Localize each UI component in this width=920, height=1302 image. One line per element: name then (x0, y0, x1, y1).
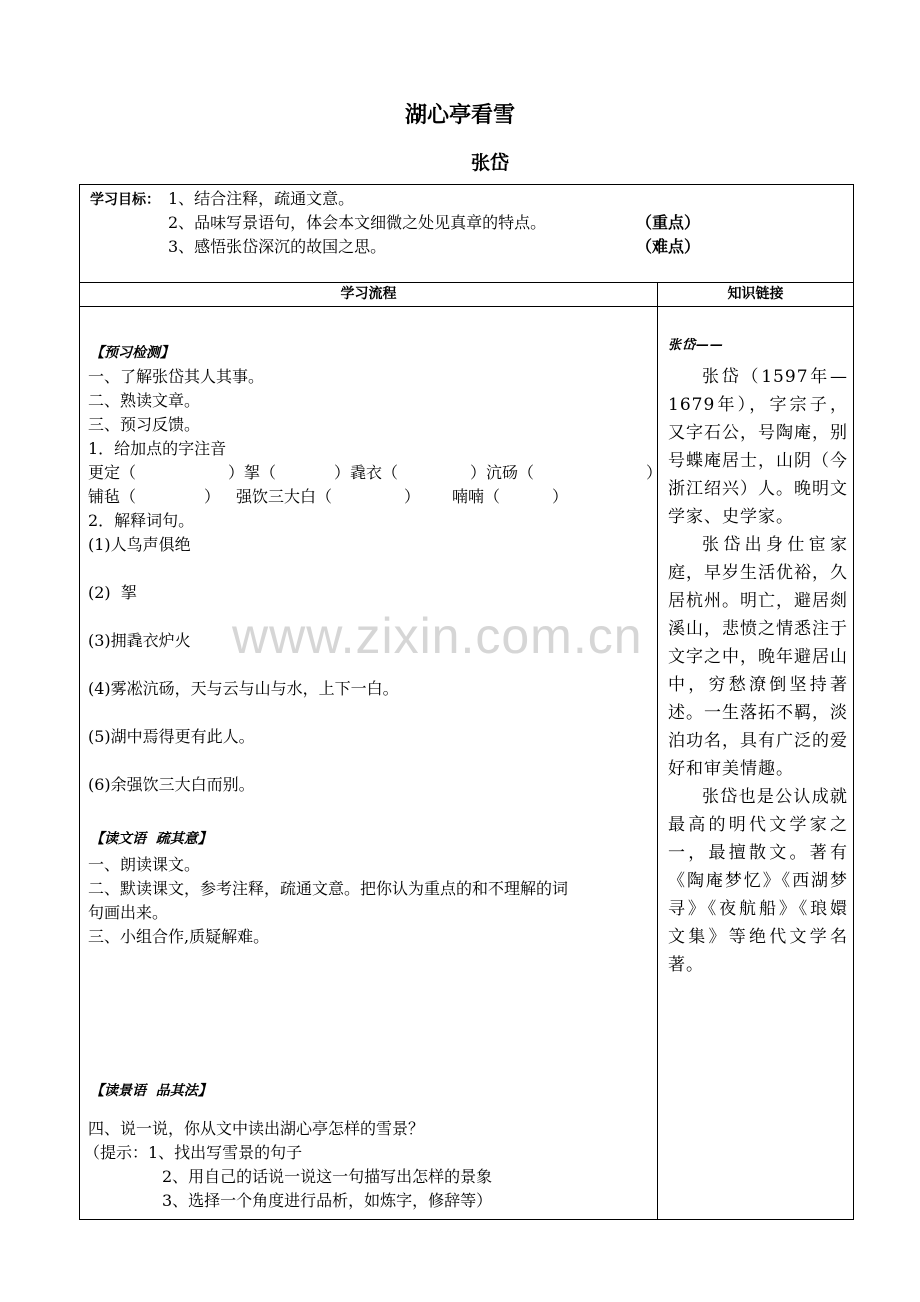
phrase-item: (6)余强饮三大白而别。 (88, 775, 255, 794)
pinyin-item: ）沆砀（ (470, 463, 535, 482)
goal-tag-hard: （难点） (636, 237, 701, 256)
pinyin-item: 铺毡（ (88, 487, 137, 506)
hint-item: 3、选择一个角度进行品析，如炼字，修辞等） (162, 1191, 493, 1210)
pinyin-item: ）挐（ (228, 463, 277, 482)
preview-step: 二、熟读文章。 (88, 391, 201, 410)
question-pinyin: 1．给加点的字注音 (88, 439, 227, 458)
section-heading-read-text: 【读文语 疏其意】 (90, 831, 212, 847)
sidebar-heading: 张岱—— (668, 338, 725, 353)
read-text-step: 句画出来。 (88, 903, 169, 922)
section-heading-preview: 【预习检测】 (90, 345, 174, 361)
sidebar-paragraph: 张岱（1597年—1679年），字宗子，又字石公，号陶庵，别号蝶庵居士，山阴（今浙江绍兴）人。晚明文学家、史学家。 (668, 367, 848, 527)
question-explain: 2．解释词句。 (88, 511, 195, 530)
pinyin-item: ）毳衣（ (334, 463, 399, 482)
pinyin-item: 更定（ (88, 463, 137, 482)
sidebar-paragraph: 张岱出身仕宦家庭，早岁生活优裕，久居杭州。明亡，避居剡溪山，悲愤之情悉注于文字之中，晚年避居山中，穷愁潦倒坚持著述。一生落拓不羁，淡泊功名，具有广泛的爱好和审美情趣。 (668, 535, 848, 779)
table-header-row (80, 282, 853, 307)
sidebar-paragraph: 张岱也是公认成就最高的明代文学家之一，最擅散文。著有《陶庵梦忆》《西湖梦寻》《夜航船》《琅嬛文集》等绝代文学名著。 (668, 787, 848, 975)
phrase-item: (4)雾凇沆砀，天与云与山与水，上下一白。 (88, 679, 399, 698)
header-link: 知识链接 (727, 286, 784, 302)
section-heading-read-scene: 【读景语 品其法】 (90, 1083, 212, 1099)
watermark: www.zixin.com.cn (232, 608, 643, 664)
pinyin-item: ） (404, 487, 421, 506)
hint-item: （提示：1、找出写雪景的句子 (84, 1143, 303, 1162)
goal-item: 2、品味写景语句，体会本文细微之处见真章的特点。 (168, 213, 547, 232)
read-text-step: 二、默读课文，参考注释，疏通文意。把你认为重点的和不理解的词 (88, 879, 569, 898)
phrase-item: (5)湖中焉得更有此人。 (88, 727, 255, 746)
document-author: 张岱 (470, 152, 509, 174)
phrase-item: (2) 挐 (88, 583, 137, 602)
read-text-step: 一、朗读课文。 (88, 855, 201, 874)
hint-item: 2、用自己的话说一说这一句描写出怎样的景象 (162, 1167, 493, 1186)
read-text-step: 三、小组合作,质疑解难。 (88, 927, 270, 946)
goal-item: 3、感悟张岱深沉的故国之思。 (168, 237, 387, 256)
pinyin-item: 强饮三大白（ (236, 487, 333, 506)
document-title: 湖心亭看雪 (404, 103, 515, 128)
column-divider (657, 282, 658, 1219)
phrase-item: (1)人鸟声俱绝 (88, 535, 191, 554)
goals-label: 学习目标： (90, 192, 160, 208)
knowledge-link (668, 335, 848, 979)
preview-step: 三、预习反馈。 (88, 415, 201, 434)
learning-goals (80, 185, 853, 283)
goal-item: 1、结合注释，疏通文意。 (168, 189, 355, 208)
header-flow: 学习流程 (340, 286, 397, 302)
preview-step: 一、了解张岱其人其事。 (88, 367, 265, 386)
pinyin-item: ） (204, 487, 221, 506)
pinyin-item: ） (552, 487, 569, 506)
pinyin-item: 喃喃（ (452, 487, 501, 506)
question-scene: 四、说一说，你从文中读出湖心亭怎样的雪景？ (88, 1119, 425, 1138)
lesson-table (79, 184, 854, 1220)
phrase-item: (3)拥毳衣炉火 (88, 631, 191, 650)
goal-tag-key: （重点） (636, 213, 701, 232)
pinyin-item: ） (646, 463, 663, 482)
